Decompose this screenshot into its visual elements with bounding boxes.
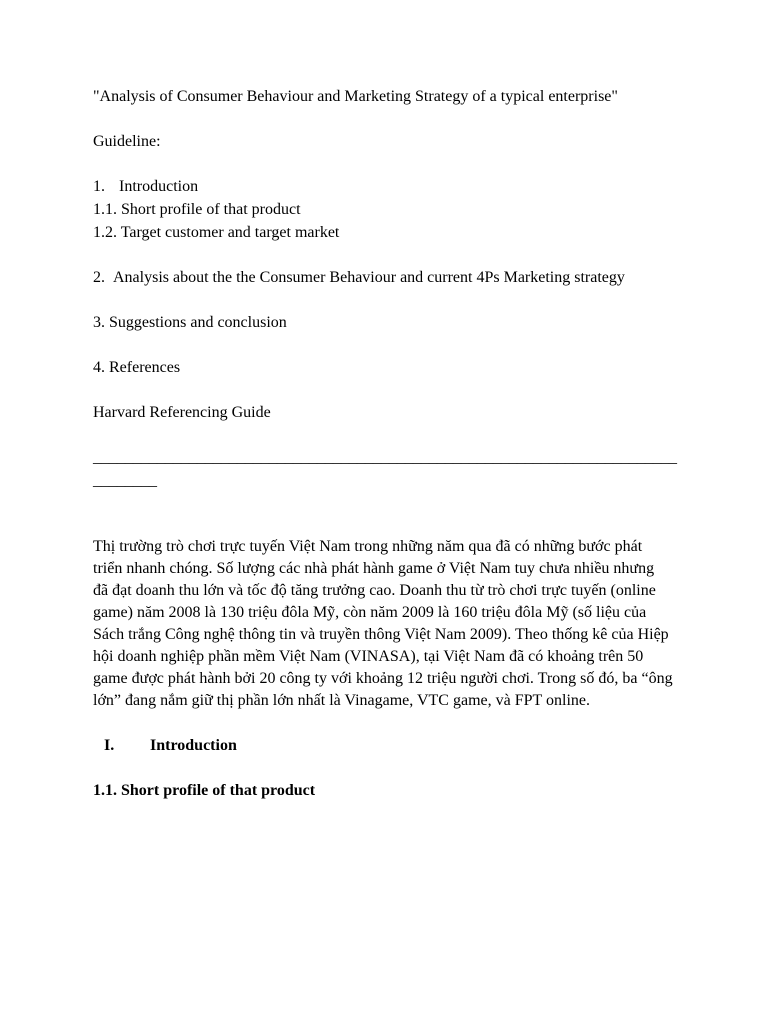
section-heading-introduction <box>93 734 678 757</box>
outline-item-4: 4. References <box>93 359 181 376</box>
outline-item-2-number: 2. <box>93 269 105 286</box>
outline-item-3: 3. Suggestions and conclusion <box>93 314 287 331</box>
spacer <box>93 424 678 446</box>
document-title: "Analysis of Consumer Behaviour and Marketing Strategy of a typical enterprise" <box>93 88 618 105</box>
guideline-label: Guideline: <box>93 133 161 150</box>
outline-item-2-label: Analysis about the the Consumer Behaviour and current 4Ps Marketing strategy <box>113 269 625 286</box>
spacer <box>93 757 678 779</box>
separator-line: _________________________________________________________________________________ <box>93 449 677 489</box>
outline-item-1 <box>93 175 678 198</box>
section-heading-label: Introduction <box>150 737 237 754</box>
spacer <box>93 289 678 311</box>
spacer <box>93 244 678 266</box>
outline-item-2 <box>93 266 678 289</box>
spacer <box>93 108 678 130</box>
spacer <box>93 379 678 401</box>
spacer <box>93 153 678 175</box>
referencing-guide: Harvard Referencing Guide <box>93 404 271 421</box>
outline-item-1-label: Introduction <box>119 178 199 195</box>
document-page <box>93 85 678 802</box>
outline-item-1-2: 1.2. Target customer and target market <box>93 224 340 241</box>
spacer <box>93 712 678 734</box>
outline-item-1-number: 1. <box>93 178 105 195</box>
body-paragraph: Thị trường trò chơi trực tuyến Việt Nam trong những năm qua đã có những bước phát triển nhanh chóng. Số lượng các nhà phát hành game ở Việt Nam tuy chưa nhiều nhưng đã đạt doanh thu lớn và tốc độ tăng trưởng cao. Doanh thu từ trò chơi trực tuyến (online game) năm 2008 là 130 triệu đôla Mỹ, còn năm 2009 là 160 triệu đôla Mỹ (số liệu của Sách trắng Công nghệ thông tin và truyền thông Việt Nam 2009). Theo thống kê của Hiệp hội doanh nghiệp phần mềm Việt Nam (VINASA), tại Việt Nam đã có khoảng trên 50 game được phát hành bởi 20 công ty với khoảng 12 triệu người chơi. Trong số đó, ba “ông lớn” đang nắm giữ thị phần lớn nhất là Vinagame, VTC game, và FPT online. <box>93 538 673 709</box>
section-heading-number: I. <box>104 737 115 754</box>
spacer <box>93 492 678 536</box>
subsection-heading-short-profile: 1.1. Short profile of that product <box>93 782 316 799</box>
outline-item-1-1: 1.1. Short profile of that product <box>93 201 301 218</box>
spacer <box>93 334 678 356</box>
